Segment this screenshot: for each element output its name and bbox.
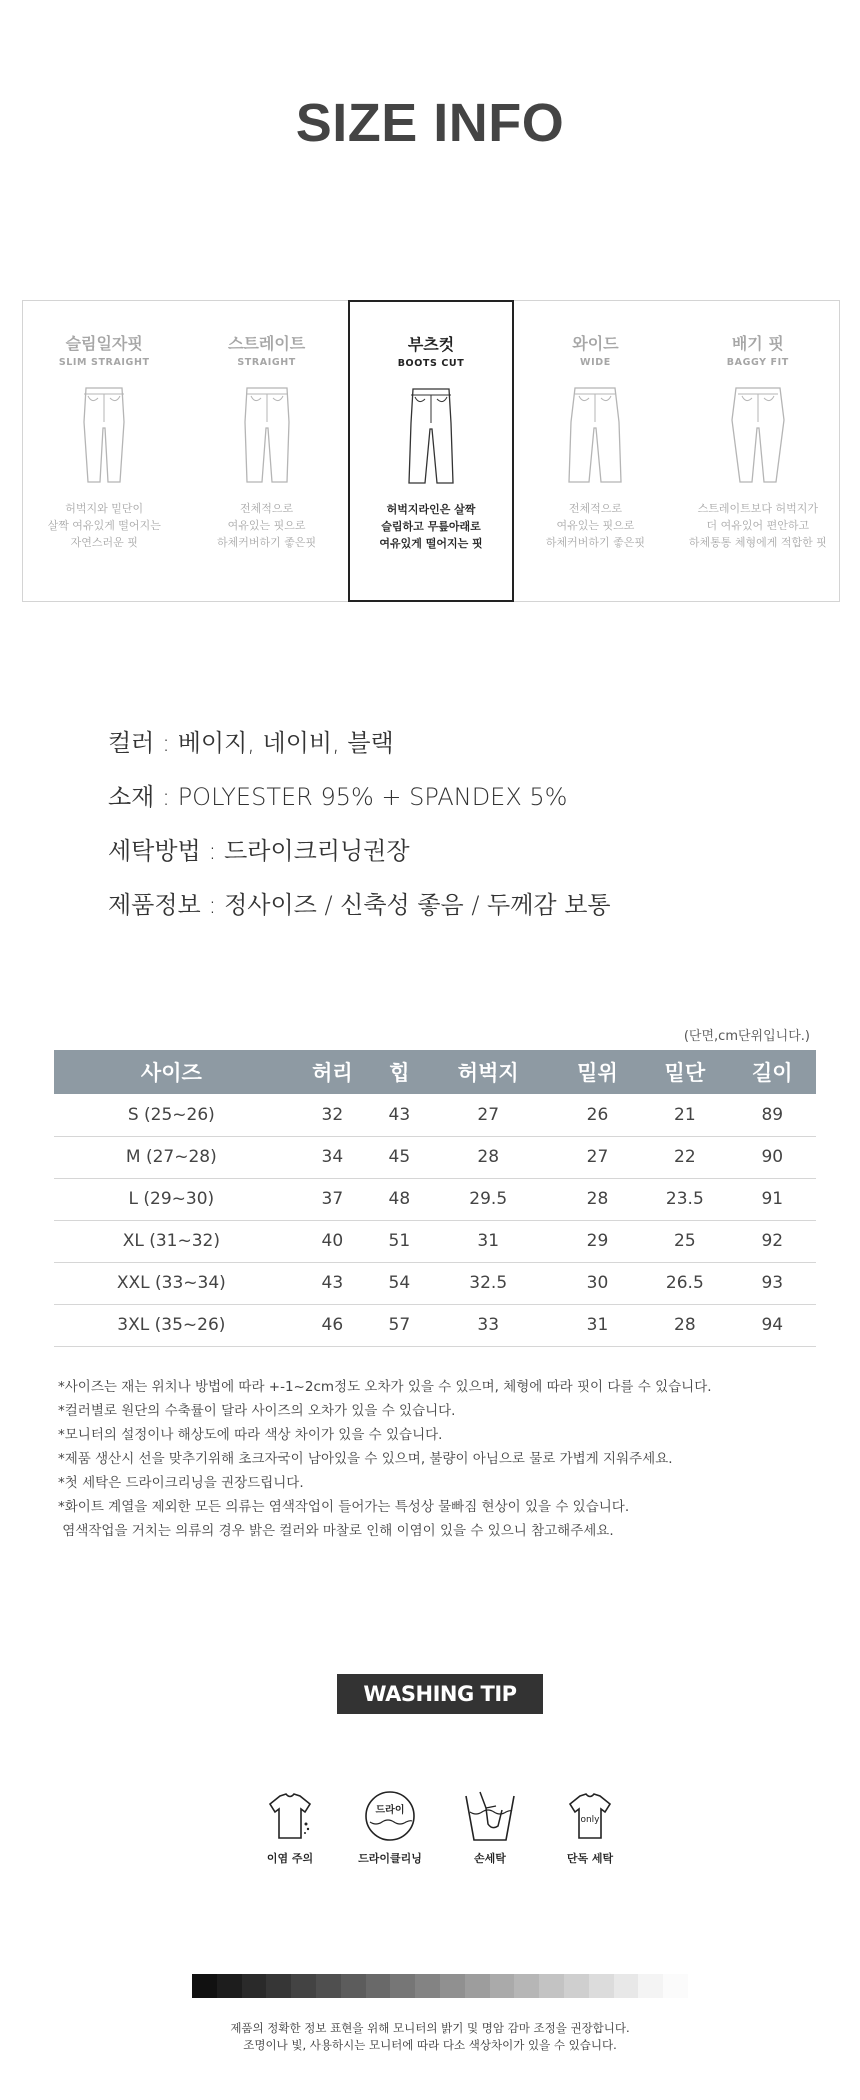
table-header: 밑위 [554, 1050, 641, 1094]
dry-clean-icon [340, 1788, 440, 1844]
gray-swatch [465, 1974, 490, 1998]
table-cell: 91 [729, 1178, 816, 1220]
wash-icons [240, 1788, 640, 1866]
wash-item [540, 1788, 640, 1866]
table-cell: 34 [289, 1136, 376, 1178]
page-title: SIZE INFO [295, 93, 565, 153]
table-cell: 21 [641, 1094, 728, 1136]
table-row [54, 1220, 816, 1262]
gray-scale-bar [192, 1974, 688, 1998]
table-cell: XL (31~32) [54, 1220, 289, 1262]
gray-swatch [341, 1974, 366, 1998]
table-cell: XXL (33~34) [54, 1262, 289, 1304]
fit-guide [22, 300, 840, 602]
pants-icon [235, 382, 299, 488]
fit-item [677, 301, 839, 601]
table-cell: 93 [729, 1262, 816, 1304]
gray-swatch [564, 1974, 589, 1998]
table-cell: 27 [423, 1094, 554, 1136]
hand-wash-icon [440, 1788, 540, 1844]
table-cell: 37 [289, 1178, 376, 1220]
info-material: 소재 : POLYESTER 95% + SPANDEX 5% [108, 783, 568, 811]
table-header: 힙 [376, 1050, 423, 1094]
gray-swatch [415, 1974, 440, 1998]
table-row [54, 1178, 816, 1220]
table-cell: 23.5 [641, 1178, 728, 1220]
gray-swatch [192, 1974, 217, 1998]
table-cell: S (25~26) [54, 1094, 289, 1136]
wash-label: 드라이클리닝 [358, 1852, 422, 1865]
table-row [54, 1136, 816, 1178]
product-info [108, 722, 611, 938]
info-washing: 세탁방법 : 드라이크리닝권장 [108, 837, 410, 865]
table-row [54, 1304, 816, 1346]
table-cell: 22 [641, 1136, 728, 1178]
table-header: 허벅지 [423, 1050, 554, 1094]
gray-swatch [663, 1974, 688, 1998]
fit-name-en: STRAIGHT [237, 357, 296, 368]
table-cell: 51 [376, 1220, 423, 1262]
table-header: 길이 [729, 1050, 816, 1094]
gray-swatch [366, 1974, 391, 1998]
note-line: *사이즈는 재는 위치나 방법에 따라 +-1~2cm정도 오차가 있을 수 있으며, 체형에 따라 핏이 다를 수 있습니다. [58, 1379, 712, 1395]
note-line: *제품 생산시 선을 맞추기위해 초크자국이 남아있을 수 있으며, 불량이 아님으로 물로 가볍게 지워주세요. [58, 1451, 673, 1467]
info-color: 컬러 : 베이지, 네이비, 블랙 [108, 729, 394, 757]
table-cell: 90 [729, 1136, 816, 1178]
gray-swatch [514, 1974, 539, 1998]
pants-icon [563, 382, 627, 488]
table-cell: L (29~30) [54, 1178, 289, 1220]
gray-swatch [266, 1974, 291, 1998]
fit-desc: 허벅지와 밑단이 살짝 여유있게 떨어지는 자연스러운 핏 [47, 502, 161, 549]
table-cell: 57 [376, 1304, 423, 1346]
pants-icon [399, 383, 463, 489]
table-cell: 45 [376, 1136, 423, 1178]
tshirt-stain-icon [240, 1788, 340, 1844]
gray-swatch [638, 1974, 663, 1998]
table-cell: 26.5 [641, 1262, 728, 1304]
table-cell: 28 [641, 1304, 728, 1346]
table-cell: 32 [289, 1094, 376, 1136]
tshirt-only-icon [540, 1788, 640, 1844]
fit-desc: 스트레이트보다 허벅지가 더 여유있어 편안하고 하체통통 체형에게 적합한 핏 [688, 502, 827, 549]
table-cell: 33 [423, 1304, 554, 1346]
pants-icon [72, 382, 136, 488]
gray-swatch [217, 1974, 242, 1998]
table-cell: 54 [376, 1262, 423, 1304]
table-cell: 27 [554, 1136, 641, 1178]
fit-item [23, 301, 185, 601]
fit-desc: 전체적으로 여유있는 핏으로 하체커버하기 좋은핏 [217, 502, 317, 549]
fit-name-en: BOOTS CUT [397, 358, 465, 369]
table-cell: 43 [289, 1262, 376, 1304]
note-line: *모니터의 설정이나 해상도에 따라 색상 차이가 있을 수 있습니다. [58, 1427, 443, 1443]
table-cell: 28 [423, 1136, 554, 1178]
gray-swatch [440, 1974, 465, 1998]
fit-name-en: SLIM STRAIGHT [58, 357, 150, 368]
table-cell: 25 [641, 1220, 728, 1262]
table-cell: 29.5 [423, 1178, 554, 1220]
fit-name-en: WIDE [580, 357, 611, 368]
fit-item [514, 301, 676, 601]
fit-name-ko: 부츠컷 [407, 335, 455, 354]
table-cell: 40 [289, 1220, 376, 1262]
gray-swatch [390, 1974, 415, 1998]
table-cell: 48 [376, 1178, 423, 1220]
wash-label: 손세탁 [474, 1852, 506, 1865]
washing-tip-label: WASHING TIP [337, 1674, 543, 1714]
gray-swatch [589, 1974, 614, 1998]
table-row [54, 1262, 816, 1304]
note-line: *화이트 계열을 제외한 모든 의류는 염색작업이 들어가는 특성상 물빠짐 현상이 있을 수 있습니다. [58, 1499, 630, 1515]
gray-swatch [539, 1974, 564, 1998]
fit-name-ko: 와이드 [572, 334, 619, 353]
pants-icon [726, 382, 790, 488]
table-cell: 31 [554, 1304, 641, 1346]
table-cell: 26 [554, 1094, 641, 1136]
gray-swatch [614, 1974, 639, 1998]
note-line: *첫 세탁은 드라이크리닝을 권장드립니다. [58, 1475, 304, 1491]
table-cell: 43 [376, 1094, 423, 1136]
table-header: 허리 [289, 1050, 376, 1094]
footer-line: 제품의 정확한 정보 표현을 위해 모니터의 밝기 및 명암 감마 조정을 권장합니다. [230, 2021, 630, 2035]
table-cell: 3XL (35~26) [54, 1304, 289, 1346]
wash-label: 이염 주의 [266, 1852, 314, 1865]
table-header: 사이즈 [54, 1050, 289, 1094]
gray-swatch [316, 1974, 341, 1998]
table-cell: 30 [554, 1262, 641, 1304]
footer-line: 조명이나 빛, 사용하시는 모니터에 따라 다소 색상차이가 있을 수 있습니다. [243, 2038, 617, 2052]
gray-swatch [242, 1974, 267, 1998]
wash-item [240, 1788, 340, 1866]
fit-desc: 전체적으로 여유있는 핏으로 하체커버하기 좋은핏 [545, 502, 645, 549]
fit-item [348, 300, 514, 602]
fit-name-ko: 스트레이트 [227, 334, 306, 353]
fit-item [185, 301, 347, 601]
table-cell: 94 [729, 1304, 816, 1346]
fit-desc: 허벅지라인은 살짝 슬림하고 무릎아래로 여유있게 떨어지는 핏 [379, 503, 483, 550]
table-cell: 32.5 [423, 1262, 554, 1304]
footer-note [0, 2020, 860, 2054]
gray-swatch [291, 1974, 316, 1998]
table-cell: 46 [289, 1304, 376, 1346]
info-product: 제품정보 : 정사이즈 / 신축성 좋음 / 두께감 보통 [108, 891, 611, 919]
table-cell: 29 [554, 1220, 641, 1262]
size-table [54, 1050, 816, 1347]
fit-name-en: BAGGY FIT [726, 357, 789, 368]
table-header: 밑단 [641, 1050, 728, 1094]
table-cell: 89 [729, 1094, 816, 1136]
wash-item [440, 1788, 540, 1866]
notes [58, 1375, 712, 1543]
fit-name-ko: 슬림일자핏 [65, 334, 143, 353]
dry-clean-icon-text: 드라이 [375, 1805, 405, 1816]
note-line: 염색작업을 거치는 의류의 경우 밝은 컬러와 마찰로 인해 이염이 있을 수 있으니 참고해주세요. [58, 1523, 614, 1539]
table-cell: M (27~28) [54, 1136, 289, 1178]
fit-name-ko: 배기 핏 [731, 334, 784, 353]
wash-item [340, 1788, 440, 1866]
only-icon-text: only [580, 1815, 600, 1825]
wash-label: 단독 세탁 [566, 1852, 614, 1865]
table-cell: 28 [554, 1178, 641, 1220]
table-cell: 31 [423, 1220, 554, 1262]
note-line: *컬러별로 원단의 수축률이 달라 사이즈의 오차가 있을 수 있습니다. [58, 1403, 456, 1419]
table-row [54, 1094, 816, 1136]
unit-note: (단면,cm단위입니다.) [683, 1029, 810, 1044]
gray-swatch [490, 1974, 515, 1998]
table-cell: 92 [729, 1220, 816, 1262]
